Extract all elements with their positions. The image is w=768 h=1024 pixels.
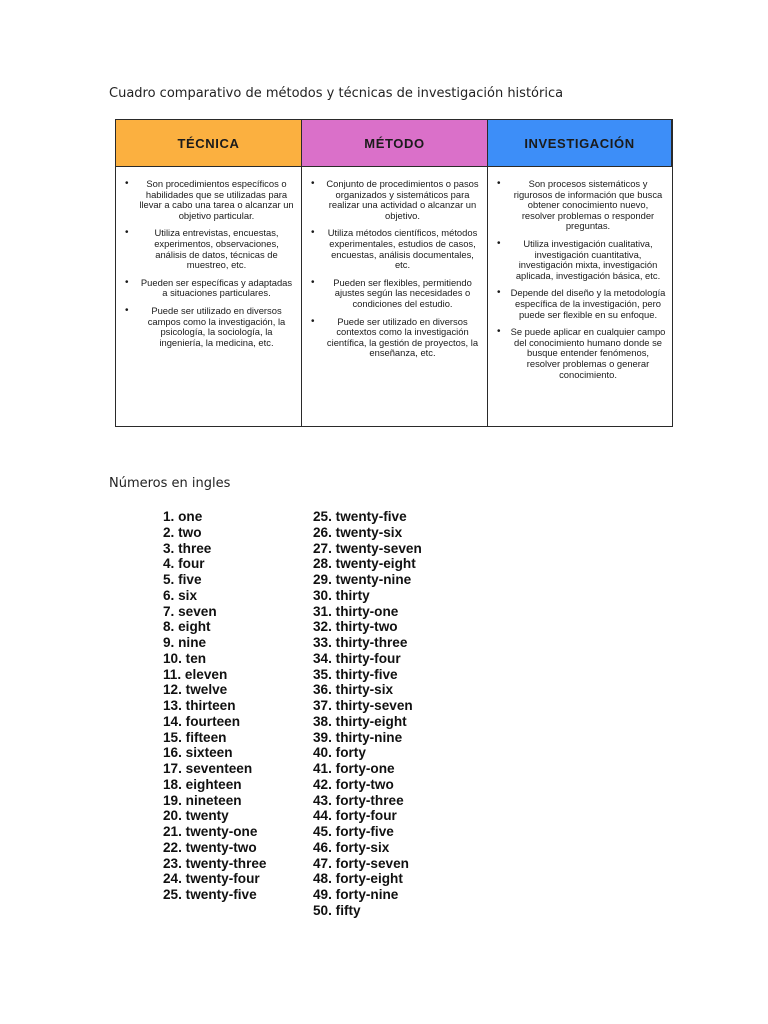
number-item: 8. eight bbox=[163, 619, 211, 635]
investigacion-bullet-1: • Son procesos sistemáticos y rigurosos de información que busca obtener conocimiento nuevo, resolver problemas o responder preguntas. bbox=[494, 179, 666, 232]
number-item: 20. twenty bbox=[163, 808, 229, 824]
number-item: 29. twenty-nine bbox=[313, 572, 412, 587]
metodo-bullet-4: • Puede ser utilizado en diversos contextos como la investigación científica, la gestión de proyectos, la enseñanza, etc. bbox=[308, 317, 481, 359]
number-item: 17. seventeen bbox=[163, 761, 253, 776]
number-item: 37. thirty-seven bbox=[313, 698, 413, 713]
number-item: 28. twenty-eight bbox=[313, 556, 416, 572]
number-item: 48. forty-eight bbox=[313, 871, 403, 887]
investigacion-bullet-4: • Se puede aplicar en cualquier campo del conocimiento humano donde se busque entender fenómenos, resolver problemas o generar conocimiento. bbox=[494, 327, 666, 380]
number-item: 9. nine bbox=[163, 635, 207, 650]
column-tecnica bbox=[116, 167, 302, 426]
tecnica-bullet-3: • Pueden ser específicas y adaptadas a situaciones particulares. bbox=[122, 278, 295, 299]
comparison-table bbox=[115, 119, 673, 427]
number-item: 44. forty-four bbox=[313, 808, 397, 824]
number-item: 43. forty-three bbox=[313, 792, 404, 808]
number-item: 25. twenty-five bbox=[163, 887, 257, 902]
number-item: 39. thirty-nine bbox=[313, 729, 403, 745]
number-item: 36. thirty-six bbox=[313, 682, 394, 698]
number-item: 10. ten bbox=[163, 650, 207, 666]
number-item: 14. fourteen bbox=[163, 713, 241, 729]
number-item: 23. twenty-three bbox=[163, 855, 267, 871]
number-item: 38. thirty-eight bbox=[313, 713, 407, 729]
numbers-list-1-25 bbox=[163, 509, 267, 903]
tecnica-bullet-1: • Son procedimientos específicos o habilidades que se utilizadas para llevar a cabo una tarea o alcanzar un objetivo particular. bbox=[122, 179, 295, 221]
tecnica-bullet-2: • Utiliza entrevistas, encuestas, experimentos, observaciones, análisis de datos, técnicas de muestreo, etc. bbox=[122, 228, 295, 270]
number-item: 42. forty-two bbox=[313, 776, 394, 792]
header-investigacion: INVESTIGACIÓN bbox=[488, 120, 672, 167]
number-item: 7. seven bbox=[163, 603, 217, 619]
number-item: 3. three bbox=[163, 540, 212, 556]
number-item: 26. twenty-six bbox=[313, 524, 403, 540]
number-item: 21. twenty-one bbox=[163, 824, 258, 839]
number-item: 45. forty-five bbox=[313, 824, 394, 839]
numbers-list-25-50 bbox=[313, 509, 422, 919]
number-item: 31. thirty-one bbox=[313, 603, 399, 619]
header-metodo: MÉTODO bbox=[302, 120, 488, 167]
number-item: 30. thirty bbox=[313, 587, 370, 603]
number-item: 22. twenty-two bbox=[163, 839, 257, 855]
number-item: 15. fifteen bbox=[163, 729, 227, 745]
number-item: 1. one bbox=[163, 509, 203, 524]
number-item: 46. forty-six bbox=[313, 839, 390, 855]
number-item: 19. nineteen bbox=[163, 792, 242, 808]
number-item: 33. thirty-three bbox=[313, 635, 408, 650]
number-item: 32. thirty-two bbox=[313, 619, 398, 635]
number-item: 49. forty-nine bbox=[313, 887, 399, 902]
number-item: 24. twenty-four bbox=[163, 871, 260, 887]
number-item: 13. thirteen bbox=[163, 698, 236, 713]
number-item: 18. eighteen bbox=[163, 776, 242, 792]
number-item: 47. forty-seven bbox=[313, 855, 409, 871]
tecnica-bullet-4: • Puede ser utilizado en diversos campos como la investigación, la psicología, la sociología, la ingeniería, la medicina, etc. bbox=[122, 306, 295, 348]
number-item: 16. sixteen bbox=[163, 745, 233, 761]
number-item: 2. two bbox=[163, 524, 202, 540]
column-metodo bbox=[302, 167, 488, 426]
metodo-bullet-1: • Conjunto de procedimientos o pasos organizados y sistemáticos para realizar una actividad o alcanzar un objetivo. bbox=[308, 179, 481, 221]
metodo-bullet-2: • Utiliza métodos científicos, métodos experimentales, estudios de casos, encuestas, análisis documentales, etc. bbox=[308, 228, 481, 270]
number-item: 34. thirty-four bbox=[313, 650, 401, 666]
metodo-bullet-3: • Pueden ser flexibles, permitiendo ajustes según las necesidades o condiciones del estudio. bbox=[308, 278, 481, 310]
number-item: 27. twenty-seven bbox=[313, 540, 422, 556]
investigacion-bullet-2: • Utiliza investigación cualitativa, investigación cuantitativa, investigación mixta, investigación aplicada, investigación básica, etc. bbox=[494, 239, 666, 281]
investigacion-bullet-3: • Depende del diseño y la metodología específica de la investigación, pero puede ser flexible en su enfoque. bbox=[494, 288, 666, 320]
number-item: 40. forty bbox=[313, 745, 366, 761]
number-item: 41. forty-one bbox=[313, 761, 395, 776]
numbers-heading: Números en ingles bbox=[109, 476, 231, 491]
number-item: 50. fifty bbox=[313, 902, 361, 918]
number-item: 4. four bbox=[163, 556, 205, 572]
number-item: 5. five bbox=[163, 572, 202, 587]
number-item: 6. six bbox=[163, 587, 198, 603]
number-item: 12. twelve bbox=[163, 682, 228, 698]
number-item: 11. eleven bbox=[163, 666, 228, 682]
column-investigacion bbox=[488, 167, 672, 426]
number-item: 35. thirty-five bbox=[313, 666, 398, 682]
header-tecnica: TÉCNICA bbox=[116, 120, 302, 167]
table-heading: Cuadro comparativo de métodos y técnicas de investigación histórica bbox=[109, 86, 564, 101]
number-item: 25. twenty-five bbox=[313, 509, 407, 524]
